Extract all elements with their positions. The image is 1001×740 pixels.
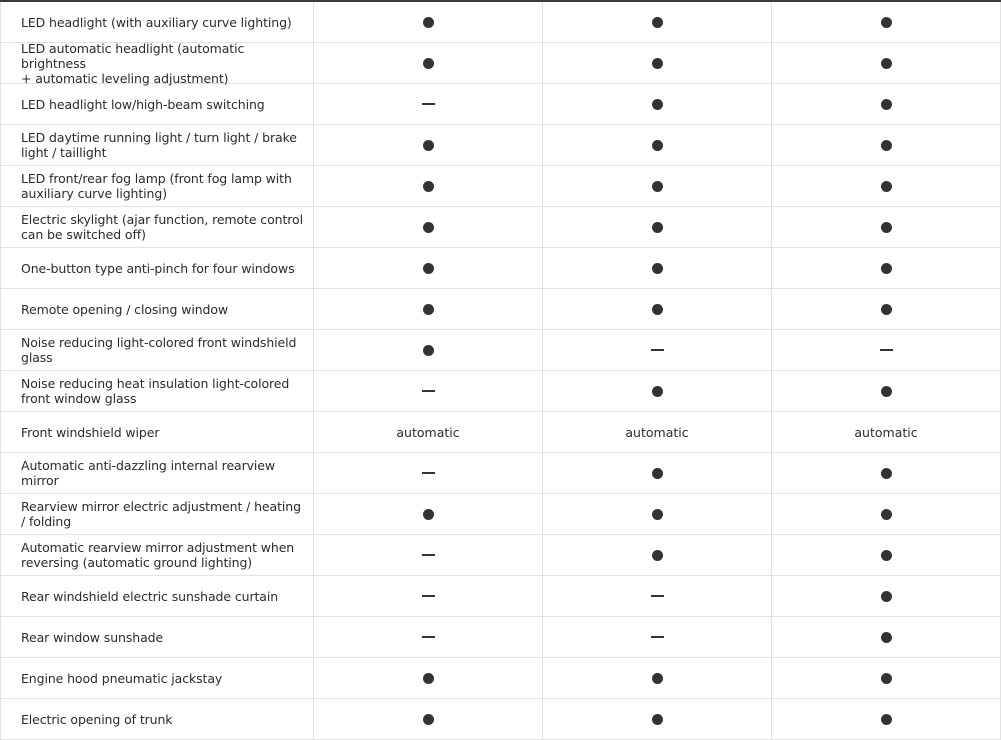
table-row — [0, 576, 1001, 617]
standard-feature-dot-icon — [423, 140, 434, 151]
trim-1-value-cell — [314, 84, 543, 124]
standard-feature-dot-icon — [652, 222, 663, 233]
trim-2-value-cell — [543, 453, 772, 493]
feature-label: LED daytime running light / turn light / brake light / taillight — [0, 125, 314, 165]
standard-feature-dot-icon — [652, 468, 663, 479]
table-row — [0, 125, 1001, 166]
trim-2-value-cell — [543, 43, 772, 83]
trim-1-value-cell — [314, 494, 543, 534]
feature-label: One-button type anti-pinch for four windows — [0, 248, 314, 288]
not-available-dash-icon — [422, 636, 435, 638]
standard-feature-dot-icon — [652, 99, 663, 110]
trim-3-value-cell — [772, 166, 1001, 206]
trim-2-value-cell — [543, 2, 772, 42]
standard-feature-dot-icon — [423, 181, 434, 192]
feature-label: Noise reducing light-colored front windshield glass — [0, 330, 314, 370]
table-row — [0, 699, 1001, 740]
feature-value-text: automatic — [625, 424, 689, 440]
standard-feature-dot-icon — [881, 550, 892, 561]
standard-feature-dot-icon — [652, 673, 663, 684]
trim-2-value-cell — [543, 289, 772, 329]
trim-3-value-cell — [772, 2, 1001, 42]
trim-1-value-cell — [314, 576, 543, 616]
trim-3-value-cell — [772, 576, 1001, 616]
table-row — [0, 494, 1001, 535]
trim-2-value-cell — [543, 371, 772, 411]
not-available-dash-icon — [651, 595, 664, 597]
standard-feature-dot-icon — [423, 58, 434, 69]
standard-feature-dot-icon — [423, 673, 434, 684]
feature-label: Rear window sunshade — [0, 617, 314, 657]
standard-feature-dot-icon — [423, 345, 434, 356]
table-row — [0, 371, 1001, 412]
trim-1-value-cell — [314, 330, 543, 370]
standard-feature-dot-icon — [881, 58, 892, 69]
standard-feature-dot-icon — [881, 386, 892, 397]
standard-feature-dot-icon — [652, 714, 663, 725]
standard-feature-dot-icon — [881, 509, 892, 520]
trim-2-value-cell — [543, 84, 772, 124]
standard-feature-dot-icon — [423, 263, 434, 274]
trim-1-value-cell — [314, 535, 543, 575]
feature-label: LED automatic headlight (automatic brightness + automatic leveling adjustment) — [0, 43, 314, 83]
trim-2-value-cell — [543, 330, 772, 370]
table-row — [0, 166, 1001, 207]
table-row — [0, 2, 1001, 43]
table-row — [0, 289, 1001, 330]
feature-label: LED front/rear fog lamp (front fog lamp with auxiliary curve lighting) — [0, 166, 314, 206]
standard-feature-dot-icon — [652, 263, 663, 274]
not-available-dash-icon — [880, 349, 893, 351]
trim-3-value-cell — [772, 289, 1001, 329]
feature-label: Noise reducing heat insulation light-colored front window glass — [0, 371, 314, 411]
trim-2-value-cell — [543, 166, 772, 206]
trim-3-value-cell — [772, 207, 1001, 247]
table-row — [0, 330, 1001, 371]
not-available-dash-icon — [422, 595, 435, 597]
feature-value-text: automatic — [854, 424, 918, 440]
trim-3-value-cell — [772, 412, 1001, 452]
feature-label: Electric skylight (ajar function, remote control can be switched off) — [0, 207, 314, 247]
standard-feature-dot-icon — [423, 17, 434, 28]
standard-feature-dot-icon — [652, 58, 663, 69]
standard-feature-dot-icon — [881, 17, 892, 28]
not-available-dash-icon — [651, 636, 664, 638]
trim-3-value-cell — [772, 330, 1001, 370]
standard-feature-dot-icon — [423, 304, 434, 315]
trim-2-value-cell — [543, 535, 772, 575]
trim-3-value-cell — [772, 248, 1001, 288]
table-row — [0, 658, 1001, 699]
standard-feature-dot-icon — [881, 304, 892, 315]
trim-3-value-cell — [772, 494, 1001, 534]
not-available-dash-icon — [422, 554, 435, 556]
feature-label: Front windshield wiper — [0, 412, 314, 452]
table-row — [0, 207, 1001, 248]
trim-3-value-cell — [772, 699, 1001, 739]
trim-2-value-cell — [543, 207, 772, 247]
feature-label: Engine hood pneumatic jackstay — [0, 658, 314, 698]
trim-3-value-cell — [772, 371, 1001, 411]
table-row — [0, 40, 1001, 86]
table-row — [0, 453, 1001, 494]
feature-label: Rearview mirror electric adjustment / heating / folding — [0, 494, 314, 534]
feature-label: LED headlight low/high-beam switching — [0, 84, 314, 124]
trim-2-value-cell — [543, 494, 772, 534]
trim-1-value-cell — [314, 125, 543, 165]
standard-feature-dot-icon — [652, 509, 663, 520]
trim-2-value-cell — [543, 658, 772, 698]
standard-feature-dot-icon — [423, 222, 434, 233]
trim-3-value-cell — [772, 84, 1001, 124]
standard-feature-dot-icon — [652, 181, 663, 192]
standard-feature-dot-icon — [881, 222, 892, 233]
feature-label: Remote opening / closing window — [0, 289, 314, 329]
trim-2-value-cell — [543, 125, 772, 165]
standard-feature-dot-icon — [881, 140, 892, 151]
trim-1-value-cell — [314, 289, 543, 329]
standard-feature-dot-icon — [652, 550, 663, 561]
standard-feature-dot-icon — [881, 673, 892, 684]
trim-1-value-cell — [314, 207, 543, 247]
table-row — [0, 248, 1001, 289]
trim-2-value-cell — [543, 699, 772, 739]
trim-2-value-cell — [543, 412, 772, 452]
trim-3-value-cell — [772, 453, 1001, 493]
trim-3-value-cell — [772, 125, 1001, 165]
feature-label: Automatic rearview mirror adjustment when reversing (automatic ground lighting) — [0, 535, 314, 575]
trim-1-value-cell — [314, 2, 543, 42]
feature-label: LED headlight (with auxiliary curve lighting) — [0, 2, 314, 42]
table-row — [0, 412, 1001, 453]
table-row — [0, 535, 1001, 576]
table-row — [0, 84, 1001, 125]
trim-1-value-cell — [314, 412, 543, 452]
table-row — [0, 617, 1001, 658]
trim-3-value-cell — [772, 43, 1001, 83]
standard-feature-dot-icon — [652, 304, 663, 315]
trim-2-value-cell — [543, 248, 772, 288]
standard-feature-dot-icon — [881, 714, 892, 725]
trim-1-value-cell — [314, 371, 543, 411]
not-available-dash-icon — [651, 349, 664, 351]
standard-feature-dot-icon — [881, 263, 892, 274]
trim-1-value-cell — [314, 658, 543, 698]
standard-feature-dot-icon — [881, 632, 892, 643]
feature-label: Electric opening of trunk — [0, 699, 314, 739]
trim-1-value-cell — [314, 166, 543, 206]
trim-1-value-cell — [314, 43, 543, 83]
standard-feature-dot-icon — [652, 140, 663, 151]
trim-1-value-cell — [314, 453, 543, 493]
trim-2-value-cell — [543, 576, 772, 616]
trim-1-value-cell — [314, 248, 543, 288]
standard-feature-dot-icon — [652, 17, 663, 28]
feature-label: Automatic anti-dazzling internal rearview mirror — [0, 453, 314, 493]
not-available-dash-icon — [422, 472, 435, 474]
trim-1-value-cell — [314, 617, 543, 657]
not-available-dash-icon — [422, 390, 435, 392]
trim-3-value-cell — [772, 617, 1001, 657]
feature-label: Rear windshield electric sunshade curtain — [0, 576, 314, 616]
standard-feature-dot-icon — [881, 181, 892, 192]
standard-feature-dot-icon — [652, 386, 663, 397]
trim-3-value-cell — [772, 535, 1001, 575]
trim-3-value-cell — [772, 658, 1001, 698]
standard-feature-dot-icon — [881, 468, 892, 479]
trim-2-value-cell — [543, 617, 772, 657]
trim-1-value-cell — [314, 699, 543, 739]
feature-value-text: automatic — [396, 424, 460, 440]
not-available-dash-icon — [422, 103, 435, 105]
standard-feature-dot-icon — [423, 714, 434, 725]
standard-feature-dot-icon — [881, 99, 892, 110]
standard-feature-dot-icon — [423, 509, 434, 520]
standard-feature-dot-icon — [881, 591, 892, 602]
